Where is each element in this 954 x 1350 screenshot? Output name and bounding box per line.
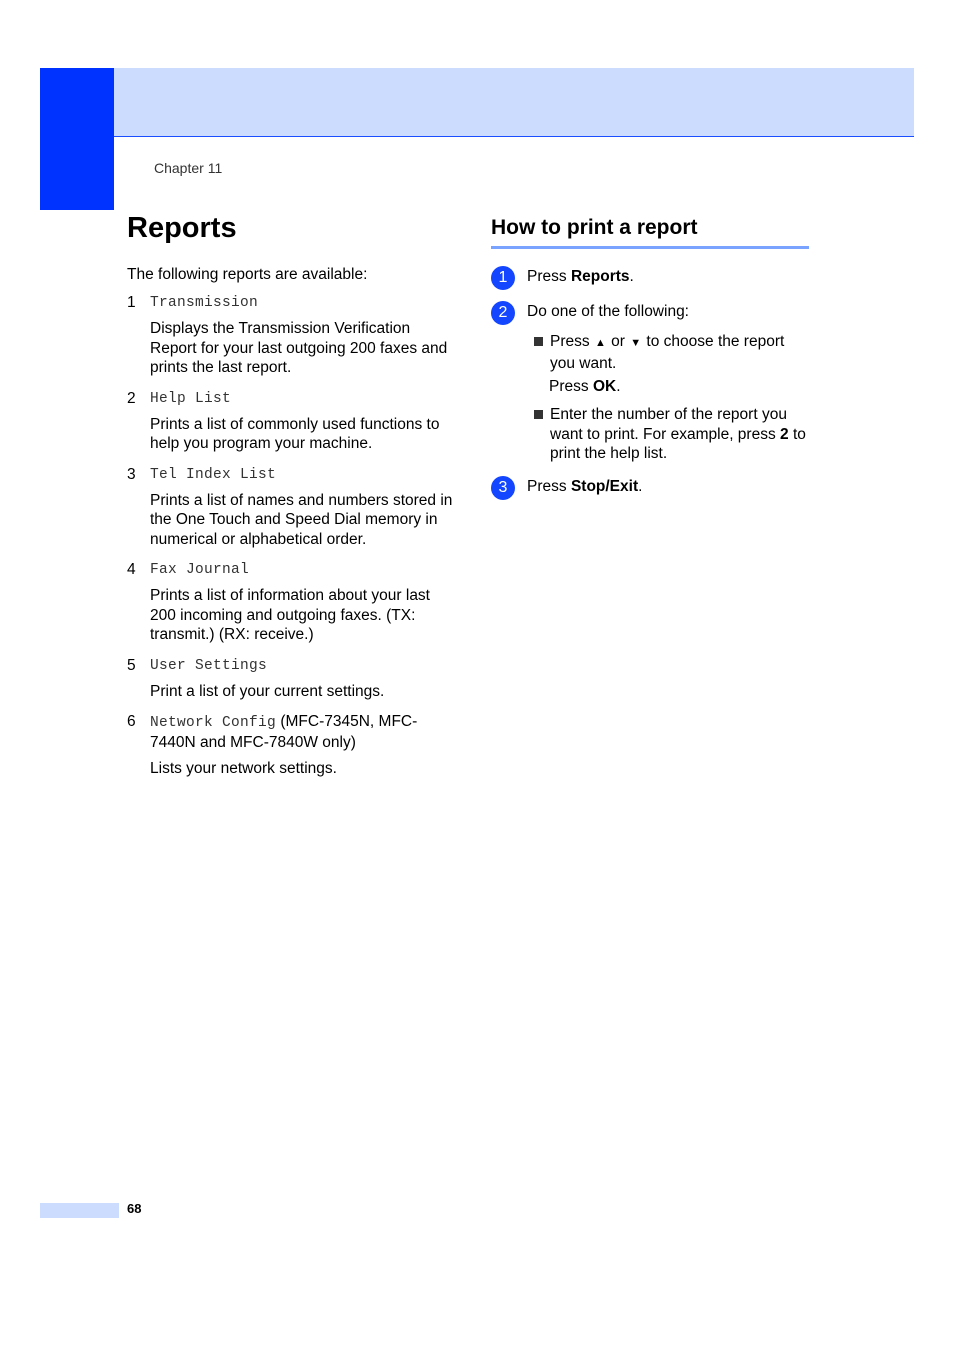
bullet-text: Press ▲ or ▼ to choose the report you want. (550, 333, 785, 372)
step-number-badge: 3 (491, 476, 515, 500)
report-description: Prints a list of names and numbers stored in the One Touch and Speed Dial memory in numerical or alphabetical order. (150, 491, 453, 548)
report-description: Prints a list of commonly used functions to help you program your machine. (150, 415, 440, 452)
report-number: 1 (127, 294, 136, 311)
key-2: 2 (780, 425, 789, 443)
step-1 (491, 266, 634, 290)
section-heading: How to print a report (491, 216, 698, 239)
up-arrow-icon: ▲ (594, 337, 606, 349)
report-item (127, 389, 457, 454)
footer-bar (40, 1203, 119, 1218)
step-number-badge: 2 (491, 301, 515, 325)
page-number: 68 (127, 1201, 142, 1216)
step-number-badge: 1 (491, 266, 515, 290)
report-description: Lists your network settings. (150, 760, 337, 777)
press-ok-text: Press OK. (549, 378, 621, 395)
report-model-note: (MFC-7345N, MFC-7440N and MFC-7840W only) (150, 713, 418, 751)
report-item (127, 465, 457, 550)
report-number: 6 (127, 713, 136, 730)
report-name: Fax Journal (150, 562, 250, 578)
report-list (127, 293, 457, 790)
step-2 (491, 301, 689, 325)
page-title: Reports (127, 212, 237, 244)
report-item (127, 293, 457, 378)
report-number: 5 (127, 656, 136, 674)
report-name: Transmission (150, 295, 259, 311)
chapter-label: Chapter 11 (154, 160, 223, 176)
down-arrow-icon: ▼ (630, 337, 642, 349)
step-text: Press Reports. (527, 268, 634, 285)
reports-key: Reports (570, 268, 630, 285)
report-name: User Settings (150, 657, 268, 674)
bullet-square-icon (534, 337, 543, 346)
header-band (114, 68, 914, 137)
report-name: Help List (150, 390, 232, 407)
chapter-tab (40, 68, 114, 210)
bullet-item (534, 332, 809, 373)
report-item (127, 712, 457, 779)
bullet-square-icon (534, 410, 543, 419)
report-number: 4 (127, 561, 136, 578)
step-3 (491, 476, 642, 500)
report-number: 3 (127, 465, 136, 483)
ok-key: OK (592, 378, 617, 395)
report-description: Prints a list of information about your last 200 incoming and outgoing faxes. (TX: transmit.) (RX: receive.) (150, 587, 430, 643)
report-name: Tel Index List (150, 466, 277, 483)
step-text: Press Stop/Exit. (527, 478, 643, 495)
bullet-item (534, 405, 809, 464)
stop-exit-key: Stop/Exit (570, 478, 639, 495)
report-item (127, 560, 457, 645)
step-text: Do one of the following: (527, 303, 689, 320)
report-number: 2 (127, 389, 136, 407)
report-item (127, 656, 457, 702)
report-name: Network Config (150, 715, 277, 731)
heading-rule (491, 246, 809, 249)
report-name-with-note (150, 712, 457, 753)
report-description: Print a list of your current settings. (150, 682, 385, 700)
bullet-text: Enter the number of the report you want to print. For example, press 2 to print the help list. (550, 406, 806, 462)
report-description: Displays the Transmission Verification Report for your last outgoing 200 faxes and prints the last report. (150, 320, 448, 376)
intro-text: The following reports are available: (127, 266, 368, 283)
